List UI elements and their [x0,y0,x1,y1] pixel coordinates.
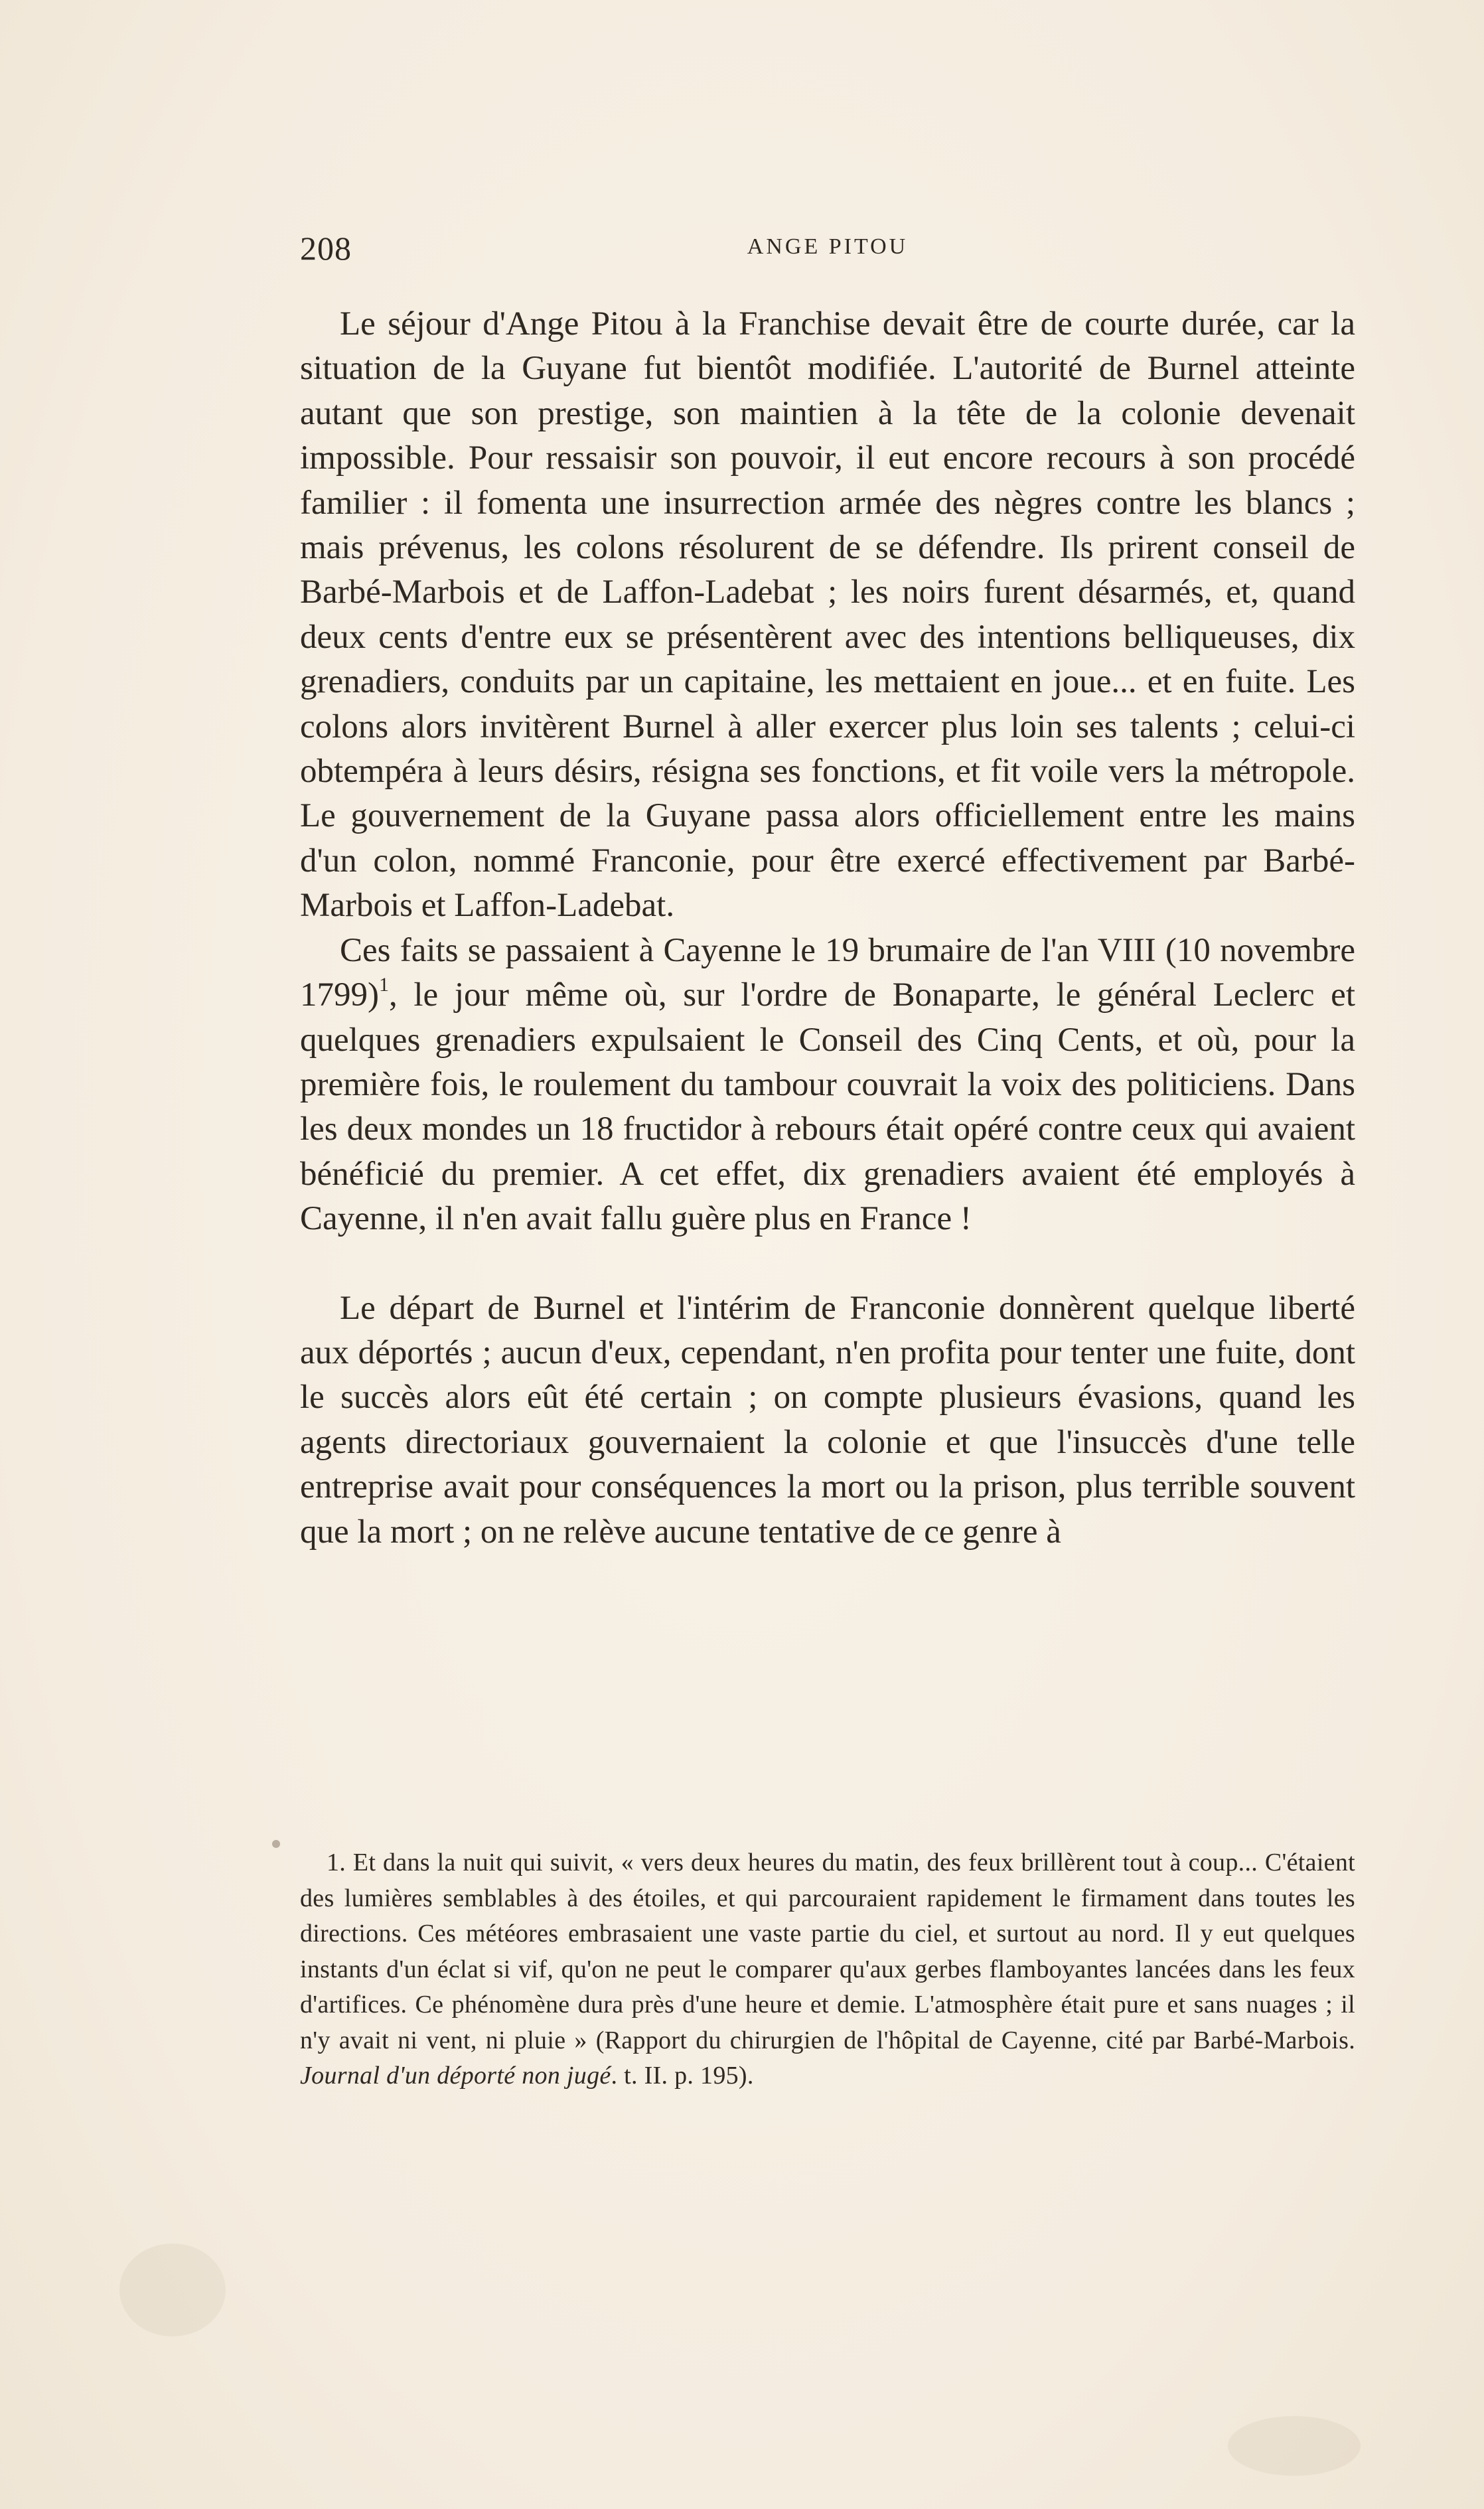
footnote-source-title: Journal d'un déporté non jugé [300,2062,611,2090]
footnote-reference: 1 [378,974,389,996]
footnotes [300,1845,1355,2094]
running-header [300,229,1355,269]
paper-stain [119,2243,226,2336]
paragraph: Le départ de Burnel et l'intérim de Franconie donnèrent quelque liberté aux déportés ; aucun d'eux, cependant, n'en profita pour tenter une fuite, dont le succès alors eût été certain ; on compte plusieurs évasions, quand les agents directoriaux gouvernaient la colonie et que l'insuccès d'une telle entreprise avait pour conséquences la mort ou la prison, plus terrible souvent que la mort ; on ne relève aucune tentative de ce genre à [300,1289,1355,1551]
footnote-source-ref: . t. II. p. 195). [611,2062,754,2090]
paragraph-text: Ces faits se passaient à Cayenne le 19 brumaire de l'an VIII (10 novembre 1799) [300,931,1355,1014]
footnote-text: 1. Et dans la nuit qui suivit, « vers deux heures du matin, des feux brillèrent tout à coup... C'étaient des lumières semblables à des étoiles, et qui parcouraient rapidement le firmament dans toutes les directions. Ces météores embrasaient une vaste partie du ciel, et surtout au nord. Il y eut quelques instants d'un éclat si vif, qu'on ne peut le comparer qu'aux gerbes flamboyantes lancées dans les feux d'artifices. Ce phénomène dura près d'une heure et demie. L'atmosphère était pure et sans nuages ; il n'y avait ni vent, ni pluie » (Rapport du chirurgien de l'hôpital de Cayenne, cité par Barbé-Marbois. [300,1849,1355,2054]
footnote-dot [272,1840,280,1848]
paragraph: Le séjour d'Ange Pitou à la Franchise devait être de courte durée, car la situation de la Guyane fut bientôt modifiée. L'autorité de Burnel atteinte autant que son prestige, son maintien à la tête de la colonie devenait impossible. Pour ressaisir son pouvoir, il eut encore recours à son procédé familier : il fomenta une insurrection armée des nègres contre les blancs ; mais prévenus, les colons résolurent de se défendre. Ils prirent conseil de Barbé-Marbois et de Laffon-Ladebat ; les noirs furent désarmés, et, quand deux cents d'entre eux se présentèrent avec des intentions belliqueuses, dix grenadiers, conduits par un capitaine, les mettaient en joue... et en fuite. Les colons alors invitèrent Burnel à aller exercer plus loin ses talents ; celui-ci obtempéra à leurs désirs, résigna ses fonctions, et fit voile vers la métropole. Le gouvernement de la Guyane passa alors officiellement entre les mains d'un colon, nommé Franconie, pour être exercé effectivement par Barbé-Marbois et Laffon-Ladebat. [300,305,1355,925]
paragraph [300,929,1355,1242]
paragraph-text: , le jour même où, sur l'ordre de Bonaparte, le général Leclerc et quelques grenadiers expulsaient le Conseil des Cinq Cents, et où, pour la première fois, le roulement du tambour couvrait la voix des politiciens. Dans les deux mondes un 18 fructidor à rebours était opéré contre ceux qui avaient bénéficié du premier. A cet effet, dix grenadiers avaient été employés à Cayenne, il n'en avait fallu guère plus en France ! [300,976,1355,1238]
paper-stain [1228,2416,1361,2476]
page-number: 208 [300,230,352,267]
footnote [300,1845,1355,2094]
running-title: ANGE PITOU [747,234,909,259]
main-text [300,302,1355,1555]
